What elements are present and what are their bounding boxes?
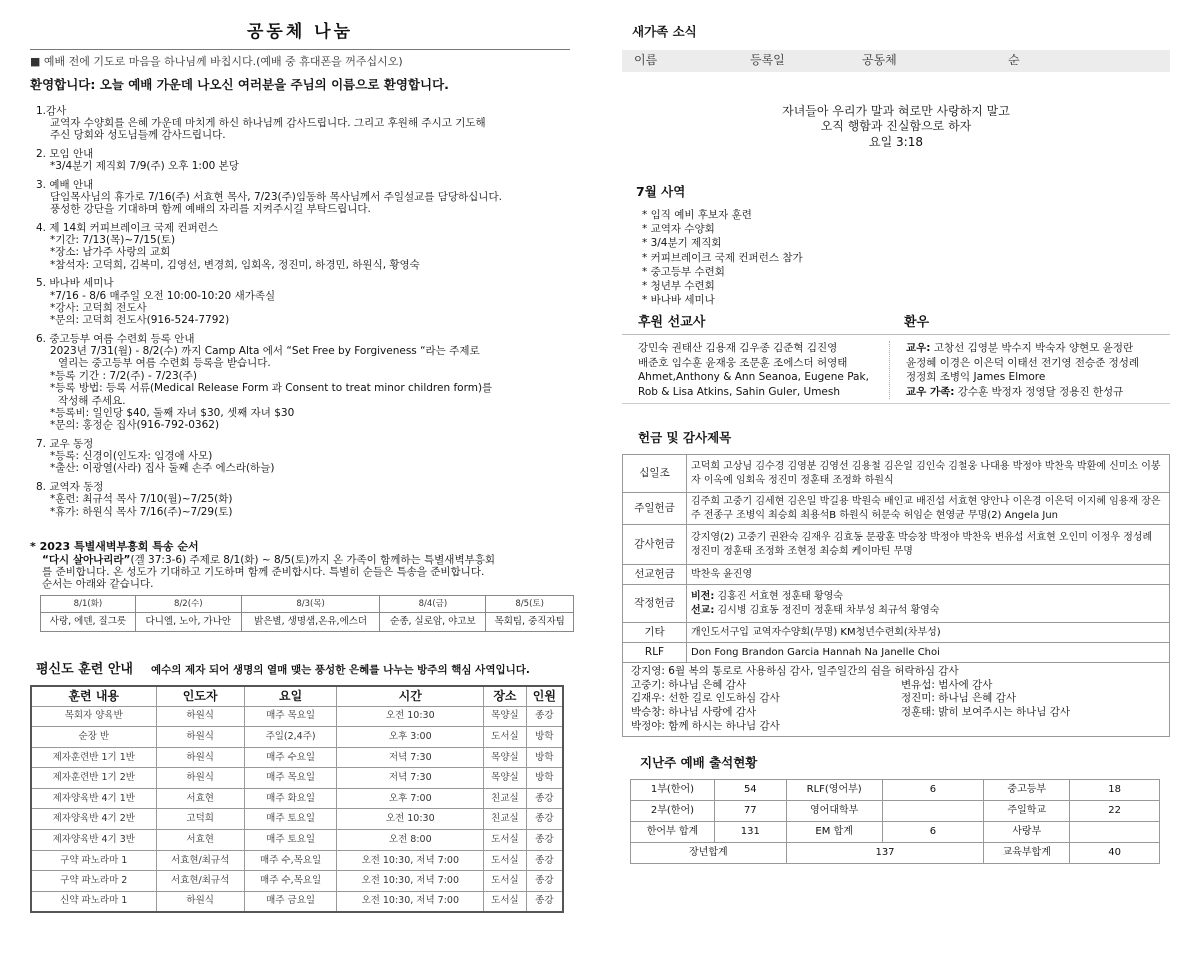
attendance-row [631, 800, 1160, 821]
missionary-list [622, 341, 890, 399]
announcement-line: *3/4분기 제직회 7/9(주) 오후 1:00 본당 [50, 160, 239, 173]
thanks-line: 박승창: 하나님 사랑에 감사 [631, 705, 757, 718]
training-cell: 오전 10:30 [337, 706, 484, 727]
announcement-line: *등록 방법: 등록 서류(Medical Release Form 과 Consent to treat minor children form)를 [50, 382, 493, 395]
thanks-grid [631, 679, 1163, 734]
missionary-title: 후원 선교사 [638, 315, 706, 331]
july-ministry-list [642, 208, 1170, 307]
missionary-sick-header [622, 315, 1170, 335]
training-cell: 제자양육반 4기 2반 [31, 809, 156, 830]
training-col-header: 인도자 [156, 686, 244, 707]
training-cell: 오후 3:00 [337, 727, 484, 748]
offering-names: 강지영(2) 고중기 권완숙 김재우 김효동 문광훈 박승창 박정야 박찬욱 변유섭 서효현 오인미 이정우 정성례 정진미 정훈태 조정화 조현정 최승희 케이마틴 무명 [687, 525, 1170, 565]
announcement-title: 1.감사 [36, 104, 67, 117]
announcement-title: 4. 제 14회 커피브레이크 국제 컨퍼런스 [36, 221, 219, 234]
announcement-line: *등록비: 일인당 $40, 둘째 자녀 $30, 셋째 자녀 $30 [50, 406, 295, 419]
attendance-total-row [631, 842, 1160, 863]
training-cell: 도서실 [484, 830, 527, 851]
special-body [42, 554, 570, 591]
training-cell: 도서실 [484, 850, 527, 871]
sick-members-text: 고창선 김영분 박수지 박숙자 양현모 윤정란 [930, 342, 1134, 355]
order-day: 8/2(수) [135, 595, 241, 613]
special-dawn-revival [30, 540, 570, 632]
verse-line: 오직 행함과 진실함으로 하자 [820, 119, 972, 134]
offering-names: Don Fong Brandon Garcia Hannah Na Janelle Choi [687, 643, 1170, 663]
training-cell: 도서실 [484, 727, 527, 748]
attendance-edu-value: 40 [1070, 842, 1160, 863]
offering-table [622, 454, 1170, 663]
announcement-title: 2. 모임 안내 [36, 147, 94, 160]
order-group: 밝은별, 생명샘,온유,에스더 [241, 613, 380, 632]
training-row [31, 871, 563, 892]
training-cell: 매주 수,목요일 [244, 871, 337, 892]
special-body-line: (겔 37:3-6) 주제로 8/1(화) ~ 8/5(토)까지 온 가족이 함께하는 특별새벽부흥회 [130, 553, 496, 566]
announcement-line: 2023년 7/31(월) - 8/2(수) 까지 Camp Alta 에서 “Set Free by Forgiveness “라는 주제로 [50, 345, 480, 357]
newfamily-title: 새가족 소식 [632, 24, 697, 39]
announcement-line: *강사: 고덕희 전도사 [50, 301, 147, 314]
training-cell: 종강 [526, 809, 563, 830]
training-cell: 매주 토요일 [244, 830, 337, 851]
missionary-line: 배준호 임수훈 윤재웅 조문훈 조에스더 허영태 [638, 356, 848, 369]
training-cell: 오전 10:30, 저녁 7:00 [337, 850, 484, 871]
training-col-header: 훈련 내용 [31, 686, 156, 707]
newfamily-col-date: 등록일 [750, 53, 785, 68]
offering-row [623, 493, 1170, 525]
training-cell: 매주 수,목요일 [244, 850, 337, 871]
training-table [30, 685, 564, 913]
offering-label: 십일조 [623, 455, 687, 493]
pledge-vision-line [691, 590, 1165, 604]
newfamily-header-row [622, 50, 1170, 72]
training-subtitle: 예수의 제자 되어 생명의 열매 맺는 풍성한 은혜를 나누는 방주의 핵심 사역입니다. [150, 664, 530, 677]
offering-label: 기타 [623, 623, 687, 643]
offering-names: 김주희 고중기 김세현 김은일 박길용 박원숙 배인교 배진섭 서효현 양안나 이은경 이은덕 이지혜 임용재 장은주 전종구 조병익 최승희 최용석B 하원식 허문숙 허임순 현영균 무명(2) Angela Jun [687, 493, 1170, 525]
training-cell: 매주 토요일 [244, 809, 337, 830]
thanks-left [631, 679, 901, 734]
training-cell: 하원식 [156, 706, 244, 727]
announcement-line: *훈련: 최규석 목사 7/10(월)~7/25(화) [50, 493, 233, 506]
training-cell: 하원식 [156, 891, 244, 912]
announcement-line: *문의: 고덕희 전도사(916-524-7792) [50, 314, 230, 327]
offering-names: 개인도서구입 교역자수양회(무명) KM청년수련회(차부성) [687, 623, 1170, 643]
attendance-total-value: 137 [786, 842, 984, 863]
attendance-cell: 한어부 합계 [631, 821, 715, 842]
attendance-cell: 18 [1070, 779, 1160, 800]
training-title: 평신도 훈련 안내 [36, 662, 133, 678]
missionary-line: Rob & Lisa Atkins, Sahin Guler, Umesh [638, 385, 841, 398]
sick-members-label: 교우: [906, 342, 931, 355]
thanks-right [901, 679, 1163, 734]
training-row [31, 747, 563, 768]
order-day: 8/3(목) [241, 595, 380, 613]
announcement-item [30, 481, 570, 518]
announcement-title: 7. 교우 동정 [36, 437, 94, 450]
announcement-line: 풍성한 강단을 기대하며 함께 예배의 자리를 지켜주시길 부탁드립니다. [50, 203, 371, 216]
attendance-cell: 2부(한어) [631, 800, 715, 821]
training-row [31, 850, 563, 871]
training-row [31, 727, 563, 748]
offering-label: 선교헌금 [623, 565, 687, 585]
attendance-row [631, 821, 1160, 842]
thanks-first: 강지영: 6월 복의 통로로 사용하심 감사, 일주일간의 쉼을 허락하심 감사 [631, 665, 959, 678]
attendance-title: 지난주 예배 출석현황 [640, 755, 758, 771]
pledge-vision-names: 김홍진 서효현 정훈태 황영숙 [714, 591, 843, 603]
attendance-cell: 22 [1070, 800, 1160, 821]
offering-row [623, 643, 1170, 663]
worship-notice: ■ 예배 전에 기도로 마음을 하나님께 바칩시다.(예배 중 휴대폰을 꺼주십시오) [30, 55, 403, 69]
missionary-line: 강민숙 권태산 김용재 김우종 김준혁 김진영 [638, 342, 838, 355]
special-theme: “다시 살아나리라” [42, 553, 131, 566]
training-cell: 친교실 [484, 809, 527, 830]
announcement-item [30, 148, 570, 173]
training-cell: 방학 [526, 727, 563, 748]
training-cell: 도서실 [484, 891, 527, 912]
july-item: * 교역자 수양회 [642, 223, 715, 236]
training-cell: 서효현/최규석 [156, 850, 244, 871]
announcement-line: *장소: 남가주 사랑의 교회 [50, 246, 171, 259]
training-cell: 종강 [526, 891, 563, 912]
training-cell: 제자훈련반 1기 1반 [31, 747, 156, 768]
announcement-list [30, 105, 570, 518]
offering-names [687, 585, 1170, 623]
training-header [30, 662, 570, 678]
offering-label: 감사헌금 [623, 525, 687, 565]
announcement-line: 주신 당회와 성도님들께 감사드립니다. [50, 129, 226, 142]
offering-names: 고덕희 고상님 김수경 김영분 김영선 김용철 김은일 김인숙 김철웅 나대용 박정야 박찬욱 박환예 신미소 이봉자 이옥예 임회옥 정진미 정훈태 조정화 하원식 [687, 455, 1170, 493]
training-table-header [31, 686, 563, 707]
training-table-body [31, 706, 563, 912]
offering-label: 작정헌금 [623, 585, 687, 623]
order-group: 다니엘, 노아, 가나안 [135, 613, 241, 632]
announcement-line: 작성해 주세요. [58, 394, 126, 407]
announcement-line: *등록: 신경이(인도자: 임경애 사모) [50, 450, 213, 462]
announcement-line: *휴가: 하원식 목사 7/16(주)~7/29(토) [50, 505, 233, 518]
training-cell: 종강 [526, 850, 563, 871]
order-group: 목회팀, 중직자팀 [486, 613, 574, 632]
attendance-row [631, 779, 1160, 800]
training-cell: 종강 [526, 830, 563, 851]
thanks-line: 정진미: 하나님 은혜 감사 [901, 692, 1016, 705]
july-item: * 3/4분기 제직회 [642, 237, 722, 250]
sick-members-line: 윤정혜 이경은 이은덕 이태선 전기영 전승준 정성례 [906, 356, 1140, 369]
special-body-line: 순서는 아래와 같습니다. [42, 578, 154, 591]
offering-title: 헌금 및 감사제목 [638, 430, 732, 446]
training-cell: 서효현 [156, 830, 244, 851]
order-group: 사랑, 에덴, 질그릇 [41, 613, 136, 632]
attendance-cell: 6 [882, 779, 984, 800]
attendance-cell: 주일학교 [984, 800, 1070, 821]
pledge-mission-line [691, 604, 1165, 618]
announcement-title: 5. 바나바 세미나 [36, 277, 114, 290]
attendance-cell: 사랑부 [984, 821, 1070, 842]
offering-names: 박찬욱 윤진영 [687, 565, 1170, 585]
training-cell: 매주 화요일 [244, 788, 337, 809]
offering-row [623, 565, 1170, 585]
training-cell: 하원식 [156, 727, 244, 748]
attendance-table [630, 779, 1160, 864]
training-cell: 매주 목요일 [244, 706, 337, 727]
announcement-line: *문의: 홍정순 집사(916-792-0362) [50, 419, 220, 432]
training-cell: 방학 [526, 747, 563, 768]
attendance-cell: 6 [882, 821, 984, 842]
offering-label: 주일헌금 [623, 493, 687, 525]
announcement-item [30, 438, 570, 475]
training-cell: 순장 반 [31, 727, 156, 748]
order-days-row [41, 595, 574, 613]
training-cell: 고덕희 [156, 809, 244, 830]
newfamily-col-community: 공동체 [862, 53, 897, 68]
thanks-line: 변유섭: 범사에 감사 [901, 678, 993, 691]
training-cell: 목양실 [484, 768, 527, 789]
training-row [31, 768, 563, 789]
order-day: 8/5(토) [486, 595, 574, 613]
july-item: * 임직 예비 후보자 훈련 [642, 209, 752, 222]
announcement-line: *7/16 - 8/6 매주일 오전 10:00-10:20 새가족실 [50, 289, 276, 302]
training-cell: 주일(2,4주) [244, 727, 337, 748]
bible-verse [622, 104, 1170, 151]
announcement-item [30, 333, 570, 432]
sick-family-line [906, 385, 1170, 399]
training-row [31, 706, 563, 727]
attendance-cell: 77 [714, 800, 786, 821]
july-item: * 커피브레이크 국제 컨퍼런스 참가 [642, 251, 803, 264]
training-cell: 목양실 [484, 747, 527, 768]
announcement-item [30, 277, 570, 327]
thanks-line: 김재우: 선한 길로 인도하심 감사 [631, 692, 780, 705]
welcome-message: 환영합니다: 오늘 예배 가운데 나오신 여러분을 주님의 이름으로 환영합니다. [30, 77, 449, 92]
announcement-line: *참석자: 고덕희, 김복미, 김영선, 변경희, 임회옥, 정진미, 하경민, 하원식, 황영숙 [50, 258, 420, 271]
training-col-header: 장소 [484, 686, 527, 707]
verse-line: 자녀들아 우리가 말과 혀로만 사랑하지 말고 [782, 103, 1010, 118]
sick-family-text: 강수훈 박정자 정영달 정용진 한성규 [954, 385, 1124, 398]
training-cell: 도서실 [484, 871, 527, 892]
training-cell: 구약 파노라마 2 [31, 871, 156, 892]
announcement-item [30, 105, 570, 142]
thanks-notes [622, 663, 1170, 737]
july-ministry-title: 7월 사역 [636, 184, 686, 200]
training-cell: 제자양육반 4기 1반 [31, 788, 156, 809]
special-title: * 2023 특별새벽부흥회 특송 순서 [30, 539, 199, 553]
missionary-line: Ahmet,Anthony & Ann Seanoa, Eugene Pak, [638, 371, 869, 384]
sick-title: 환우 [904, 315, 930, 331]
july-item: * 중고등부 수련회 [642, 265, 725, 278]
training-cell: 제자양육반 4기 3반 [31, 830, 156, 851]
training-col-header: 시간 [337, 686, 484, 707]
announcement-title: 8. 교역자 동정 [36, 480, 104, 493]
sick-members-line: 정정희 조병익 James Elmore [906, 371, 1046, 384]
offering-row [623, 455, 1170, 493]
announcement-line: *기간: 7/13(목)~7/15(토) [50, 234, 176, 246]
attendance-cell [1070, 821, 1160, 842]
page-title: 공동체 나눔 [246, 22, 354, 42]
order-groups-row [41, 613, 574, 632]
training-cell: 구약 파노라마 1 [31, 850, 156, 871]
training-cell: 오전 10:30 [337, 809, 484, 830]
thanks-line: 고중기: 하나님 은혜 감사 [631, 678, 746, 691]
verse-reference: 요일 3:18 [869, 134, 923, 149]
training-cell: 목회자 양육반 [31, 706, 156, 727]
attendance-cell: 54 [714, 779, 786, 800]
announcement-line: 담임목사님의 휴가로 7/16(주) 서효현 목사, 7/23(주)임동하 목사님께서 주일설교를 담당하십니다. [50, 190, 502, 203]
announcement-line: 열리는 중고등부 여름 수련회 등록을 받습니다. [58, 357, 271, 370]
offering-row [623, 623, 1170, 643]
training-cell: 오후 7:00 [337, 788, 484, 809]
announcement-item [30, 179, 570, 216]
attendance-cell: 1부(한어) [631, 779, 715, 800]
training-cell: 오전 10:30, 저녁 7:00 [337, 891, 484, 912]
offering-label: RLF [623, 643, 687, 663]
newfamily-col-name: 이름 [634, 53, 658, 68]
sick-list [890, 341, 1170, 399]
missionary-sick-body [622, 341, 1170, 404]
sick-members-line [906, 341, 1170, 355]
right-column [622, 0, 1170, 864]
training-cell: 방학 [526, 768, 563, 789]
announcement-title: 6. 중고등부 여름 수련회 등록 안내 [36, 332, 195, 345]
training-cell: 친교실 [484, 788, 527, 809]
attendance-cell: 중고등부 [984, 779, 1070, 800]
training-cell: 매주 목요일 [244, 768, 337, 789]
training-cell: 저녁 7:30 [337, 768, 484, 789]
training-row [31, 788, 563, 809]
training-cell: 서효현 [156, 788, 244, 809]
training-cell: 매주 금요일 [244, 891, 337, 912]
thanks-line: 박정야: 함께 하시는 하나님 감사 [631, 719, 780, 732]
left-column [30, 0, 570, 913]
announcement-item [30, 222, 570, 272]
pledge-mission-names: 김시병 김효동 정진미 정훈태 차부성 최규석 황영숙 [714, 604, 940, 616]
training-cell: 신약 파노라마 1 [31, 891, 156, 912]
training-cell: 오전 10:30, 저녁 7:00 [337, 871, 484, 892]
attendance-cell: 131 [714, 821, 786, 842]
announcement-line: *출산: 이광열(사라) 집사 둘째 손주 에스라(하늘) [50, 462, 275, 475]
training-cell: 종강 [526, 871, 563, 892]
training-cell: 종강 [526, 706, 563, 727]
special-body-line: 를 준비합니다. 온 성도가 기대하고 기도하며 함께 준비합시다. 특별히 순들은 특송을 준비합니다. [42, 566, 485, 578]
sick-family-label: 교우 가족: [906, 385, 955, 398]
announcement-line: 교역자 수양회를 은혜 가운데 마치게 하신 하나님께 감사드립니다. 그리고 후원해 주시고 기도해 [50, 117, 486, 129]
title-divider [30, 49, 570, 50]
attendance-cell: 영어대학부 [786, 800, 882, 821]
announcement-line: *등록 기간 : 7/2(주) - 7/23(주) [50, 369, 197, 382]
order-group: 순종, 실로암, 야고보 [380, 613, 486, 632]
training-row [31, 830, 563, 851]
training-col-header: 인원 [526, 686, 563, 707]
attendance-cell [882, 800, 984, 821]
offering-row [623, 585, 1170, 623]
training-cell: 하원식 [156, 768, 244, 789]
training-cell: 저녁 7:30 [337, 747, 484, 768]
training-cell: 제자훈련반 1기 2반 [31, 768, 156, 789]
training-cell: 종강 [526, 788, 563, 809]
announcement-title: 3. 예배 안내 [36, 178, 94, 191]
training-row [31, 891, 563, 912]
thanks-line: 정훈태: 밝히 보여주시는 하나님 감사 [901, 705, 1071, 718]
july-item: * 바나바 세미나 [642, 294, 715, 307]
attendance-total-label: 장년합계 [631, 842, 787, 863]
training-row [31, 809, 563, 830]
attendance-cell: RLF(영어부) [786, 779, 882, 800]
order-day: 8/4(금) [380, 595, 486, 613]
training-col-header: 요일 [244, 686, 337, 707]
training-cell: 서효현/최규석 [156, 871, 244, 892]
order-day: 8/1(화) [41, 595, 136, 613]
pledge-mission-label: 선교: [691, 604, 715, 616]
july-item: * 청년부 수련회 [642, 279, 715, 292]
training-cell: 목양실 [484, 706, 527, 727]
offering-row [623, 525, 1170, 565]
newfamily-col-group: 순 [1008, 53, 1020, 68]
training-cell: 매주 수요일 [244, 747, 337, 768]
pledge-vision-label: 비전: [691, 591, 715, 603]
attendance-edu-label: 교육부합계 [984, 842, 1070, 863]
special-order-table [40, 595, 574, 633]
attendance-cell: EM 합계 [786, 821, 882, 842]
training-cell: 하원식 [156, 747, 244, 768]
training-cell: 오전 8:00 [337, 830, 484, 851]
